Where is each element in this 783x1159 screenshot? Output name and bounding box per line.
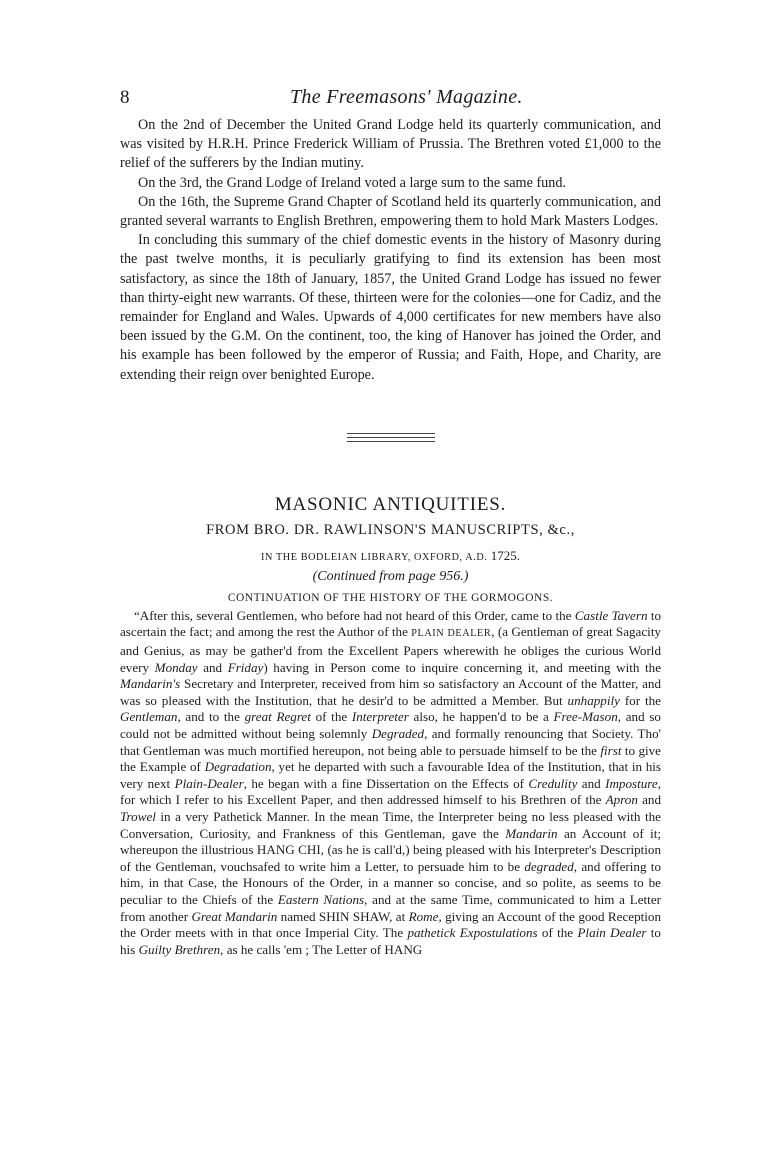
text: , for which I refer to his Excellent Paper, and then addressed himself to his Brethren of the bbox=[120, 775, 661, 808]
text: , giving an Account of the good Reception the Order meets with in that once Imperial City. The bbox=[120, 908, 661, 941]
emphasis: Plain Dealer bbox=[577, 925, 647, 941]
text: ) having in Person come to inquire concerning it, and meeting with the bbox=[263, 659, 662, 675]
text: an Account of it; whereupon the illustrious HANG CHI, (as he is call'd,) being pleased with his Interpreter's Description of the Gentleman, vouchsafed to write him a Letter, to persuade him to be bbox=[120, 825, 661, 874]
emphasis: great Regret bbox=[244, 709, 311, 725]
emphasis: Rome bbox=[408, 908, 439, 924]
text: PLAIN DEALER bbox=[411, 628, 492, 640]
text: , and so could not be admitted without being solemnly bbox=[120, 709, 661, 741]
emphasis: Great Mandarin bbox=[191, 908, 278, 924]
emphasis: Mandarin bbox=[505, 825, 558, 841]
text: , and at the same Time, communicated to him a Letter from another bbox=[120, 891, 661, 924]
text: , as he calls 'em ; The Letter of HANG bbox=[220, 941, 423, 957]
emphasis: Degraded bbox=[371, 726, 425, 741]
text: , and to the bbox=[177, 709, 245, 725]
text: also, he happen'd to be a bbox=[408, 709, 554, 725]
source-year: 1725. bbox=[490, 547, 520, 563]
article-subtitle: FROM BRO. DR. RAWLINSON'S MANUSCRIPTS, &c., bbox=[206, 521, 575, 538]
text: to his bbox=[120, 925, 661, 957]
continued-note: (Continued from page 956.) bbox=[312, 568, 469, 584]
emphasis: Interpreter bbox=[351, 709, 409, 725]
source-library: IN THE BODLEIAN LIBRARY, OXFORD, A.D. bbox=[261, 551, 488, 563]
emphasis: Apron bbox=[605, 792, 638, 808]
section-heading: CONTINUATION OF THE HISTORY OF THE GORMOGONS. bbox=[227, 591, 554, 604]
emphasis: Eastern Nations bbox=[277, 891, 365, 907]
emphasis: Free-Mason bbox=[553, 709, 618, 725]
text: for the bbox=[619, 692, 661, 708]
section-divider bbox=[347, 433, 435, 442]
text: , (a Gentleman of great Sagacity and Genius, as may be gather'd from the Excellent Papers wherewith he obliges the curious World every bbox=[120, 624, 662, 675]
emphasis: Mandarin's bbox=[120, 676, 181, 692]
running-title: The Freemasons' Magazine. bbox=[290, 86, 523, 108]
text: of the bbox=[537, 925, 578, 941]
page-number: 8 bbox=[120, 87, 130, 108]
emphasis: Friday bbox=[227, 659, 264, 675]
text: to give the Example of bbox=[120, 742, 661, 775]
text: in a very Pathetick Manner. In the mean Time, the Interpreter being no less pleased with the Conversation, Curiosity, and Frankness of this Gentleman, gave the bbox=[120, 808, 661, 841]
emphasis: first bbox=[600, 742, 622, 758]
paragraph: In concluding this summary of the chief domestic events in the history of Masonry during the past twelve months, it is peculiarly gratifying to find its extension has been most satisfactory, as since the 18th of January, 1857, the United Grand Lodge has issued no fewer than thirty-eight new warrants. Of these, thirteen were for the colonies—one for Cadiz, and the remainder for England and Wales. Upwards of 4,000 certificates for new members have also been issued by the G.M. On the continent, too, the king of Hanover has joined the Order, and his example has been followed by the emperor of Russia; and Faith, Hope, and Charity, are extending their reign over benighted Europe. bbox=[120, 232, 661, 383]
text: , he began with a fine Dissertation on the Effects of bbox=[243, 775, 529, 791]
emphasis: pathetick Expostulations bbox=[407, 925, 538, 941]
emphasis: Gentleman bbox=[120, 709, 178, 725]
emphasis: Degradation bbox=[204, 759, 272, 775]
emphasis: Castle Tavern bbox=[574, 607, 648, 623]
text: and bbox=[577, 775, 606, 791]
article-source bbox=[120, 548, 661, 564]
paragraph: On the 2nd of December the United Grand Lodge held its quarterly communication, and was visited by H.R.H. Prince Frederick William of Prussia. The Brethren voted £1,000 to the relief of the sufferers by the Indian mutiny. bbox=[120, 117, 661, 172]
text: , and offering to him, in that Case, the Honours of the Order, in a manner so concise, and so polite, as seems to be peculiar to the Chiefs of the bbox=[120, 858, 661, 907]
emphasis: Guilty Brethren bbox=[138, 941, 221, 957]
text: , and formally renouncing that Society. Tho' that Gentleman was much mortified hereupon, not being able to persuade himself to be the bbox=[120, 726, 661, 758]
text: and bbox=[637, 792, 661, 808]
emphasis: Imposture bbox=[605, 775, 658, 791]
text: of the bbox=[310, 709, 352, 725]
text: , yet he departed with such a favourable Idea of the Institution, that in his very next bbox=[120, 759, 662, 791]
emphasis: degraded bbox=[524, 858, 574, 874]
paragraph: On the 3rd, the Grand Lodge of Ireland voted a large sum to the same fund. bbox=[138, 174, 566, 191]
text: “After this, several Gentlemen, who before had not heard of this Order, came to the bbox=[134, 607, 575, 623]
text: named SHIN SHAW, at bbox=[277, 908, 409, 924]
emphasis: Trowel bbox=[120, 808, 156, 824]
emphasis: unhappily bbox=[567, 692, 620, 708]
emphasis: Plain-Dealer bbox=[174, 775, 244, 791]
text: Secretary and Interpreter, received from him so satisfactory an Account of the Matter, and was so pleased with the Institution, that he desir'd to be admitted a Member. But bbox=[120, 676, 661, 708]
article-title: MASONIC ANTIQUITIES. bbox=[274, 493, 507, 515]
page-header bbox=[120, 86, 661, 116]
article-body bbox=[120, 608, 661, 958]
text: to ascertain the fact; and among the rest the Author of the bbox=[120, 607, 662, 640]
emphasis: Credulity bbox=[528, 775, 578, 791]
emphasis: Monday bbox=[154, 659, 198, 675]
paragraph: On the 16th, the Supreme Grand Chapter of Scotland held its quarterly communication, and granted several warrants to English Brethren, empowering them to hold Mark Masters Lodges. bbox=[120, 193, 661, 230]
text: and bbox=[197, 659, 228, 675]
